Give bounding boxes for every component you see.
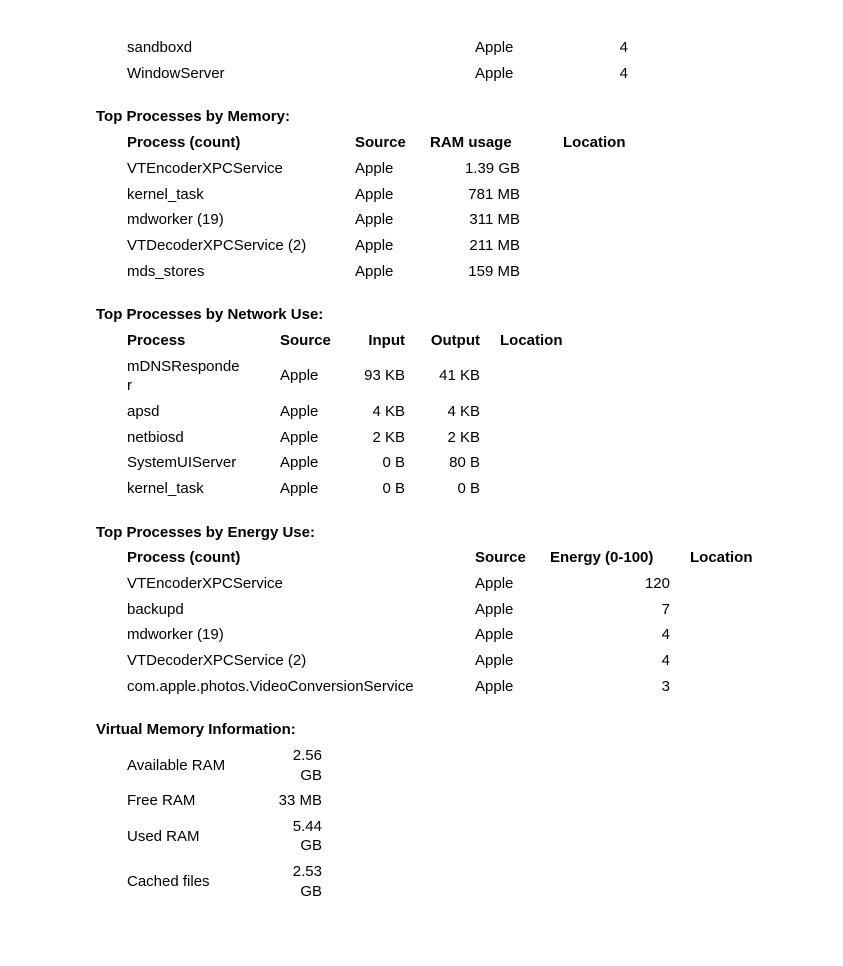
table-row (127, 571, 843, 597)
cell-source: Apple (475, 652, 514, 670)
cell-output: 4 KB (447, 402, 480, 420)
section-title-network: Top Processes by Network Use: (96, 306, 324, 324)
cell-label: Cached files (127, 872, 210, 890)
cell-process: sandboxd (127, 39, 193, 57)
cell-process: apsd (127, 402, 160, 420)
cell-source: Apple (280, 402, 319, 420)
column-header-output: Output (430, 331, 480, 349)
cell-location (480, 428, 843, 448)
cell-energy: 120 (644, 574, 670, 592)
cell-input: 93 KB (364, 367, 405, 385)
section-network (96, 302, 843, 501)
cell-source: Apple (280, 428, 319, 446)
cell-value: 4 (619, 39, 628, 57)
column-header-process: Process (count) (127, 134, 241, 152)
cell-location (675, 600, 843, 620)
cell-process: VTEncoderXPCService (127, 159, 283, 177)
table-row (127, 743, 843, 788)
column-header-source: Source (475, 549, 526, 567)
column-header-input: Input (368, 331, 405, 349)
cell-process: mdworker (19) (127, 626, 224, 644)
cell-input: 0 B (382, 479, 405, 497)
section-title-virtual-memory: Virtual Memory Information: (96, 721, 296, 739)
network-table (127, 328, 843, 502)
cell-location (675, 625, 843, 645)
column-header-source: Source (355, 134, 406, 152)
table-row (127, 399, 843, 425)
memory-table (127, 130, 843, 284)
section-virtual-memory (96, 717, 843, 904)
cell-location (675, 677, 843, 697)
cell-ram-usage: 1.39 GB (464, 159, 520, 177)
column-header-process: Process (count) (127, 549, 241, 567)
cell-source: Apple (280, 367, 319, 385)
table-row (127, 450, 843, 476)
cell-location (480, 453, 843, 473)
table-row (127, 476, 843, 502)
cell-process: mDNSResponder (127, 357, 240, 395)
cell-label: Free RAM (127, 792, 196, 810)
cell-location (563, 185, 843, 205)
energy-table-header-row (127, 545, 843, 571)
cell-process: VTDecoderXPCService (2) (127, 236, 307, 254)
table-row (127, 648, 843, 674)
cell-process: kernel_task (127, 185, 204, 203)
column-header-location: Location (690, 549, 753, 567)
cell-energy: 7 (661, 600, 670, 618)
cell-output: 41 KB (439, 367, 480, 385)
virtual-memory-table-body (127, 743, 843, 904)
network-table-body (127, 354, 843, 502)
cell-process: com.apple.photos.VideoConversionService (127, 677, 414, 695)
cell-process: kernel_task (127, 479, 204, 497)
table-row (127, 156, 843, 182)
cell-location (675, 574, 843, 594)
cell-ram-usage: 211 MB (469, 236, 520, 254)
cell-ram-usage: 159 MB (468, 262, 520, 280)
cell-source: Apple (355, 236, 394, 254)
cell-source: Apple (355, 159, 394, 177)
network-table-header-row (127, 328, 843, 354)
memory-table-body (127, 156, 843, 284)
cell-source: Apple (355, 262, 394, 280)
table-row (127, 61, 843, 87)
cell-energy: 4 (661, 626, 670, 644)
cell-process: VTEncoderXPCService (127, 574, 283, 592)
cell-process: VTDecoderXPCService (2) (127, 652, 307, 670)
table-row (127, 597, 843, 623)
cell-input: 2 KB (372, 428, 405, 446)
cell-source: Apple (475, 600, 514, 618)
table-row (127, 674, 843, 700)
cell-label: Available RAM (127, 756, 226, 774)
cell-input: 4 KB (372, 402, 405, 420)
cell-source: Apple (280, 479, 319, 497)
cell-ram-usage: 311 MB (469, 211, 520, 229)
cell-source: Apple (475, 39, 514, 57)
column-header-source: Source (280, 331, 331, 349)
cell-location (480, 366, 843, 386)
cell-value: 2.53 GB (292, 863, 322, 900)
partial-table-body (127, 35, 843, 86)
cell-process: backupd (127, 600, 184, 618)
column-header-process: Process (127, 331, 186, 349)
cell-energy: 3 (661, 677, 670, 695)
energy-table-body (127, 571, 843, 699)
cell-process: SystemUIServer (127, 454, 237, 472)
cell-value: 4 (619, 64, 628, 82)
cell-source: Apple (475, 677, 514, 695)
cell-value: 2.56 GB (292, 747, 322, 784)
column-header-energy: Energy (0-100) (550, 549, 654, 567)
cell-output: 0 B (457, 479, 480, 497)
virtual-memory-table (127, 743, 843, 904)
cell-source: Apple (355, 211, 394, 229)
cell-value: 33 MB (278, 792, 322, 810)
cell-source: Apple (280, 454, 319, 472)
cell-source: Apple (475, 626, 514, 644)
cell-output: 80 B (449, 454, 480, 472)
column-header-ram-usage: RAM usage (430, 134, 512, 152)
column-header-location: Location (563, 134, 626, 152)
cell-location (675, 651, 843, 671)
table-row (127, 354, 843, 399)
cell-process: netbiosd (127, 428, 184, 446)
section-memory (96, 104, 843, 284)
table-row (127, 35, 843, 61)
column-header-location: Location (500, 331, 563, 349)
cell-source: Apple (355, 185, 394, 203)
cell-source: Apple (475, 574, 514, 592)
table-row (127, 859, 843, 904)
cell-source: Apple (475, 64, 514, 82)
table-row (127, 424, 843, 450)
table-row (127, 233, 843, 259)
table-row (127, 814, 843, 859)
cell-energy: 4 (661, 652, 670, 670)
cell-location (480, 479, 843, 499)
cell-ram-usage: 781 MB (468, 185, 520, 203)
cell-process: WindowServer (127, 64, 225, 82)
cell-label: Used RAM (127, 827, 200, 845)
section-energy (96, 520, 843, 700)
cell-process: mdworker (19) (127, 211, 224, 229)
cell-location (563, 159, 843, 179)
cell-location (563, 262, 843, 282)
partial-table (127, 35, 843, 86)
section-title-energy: Top Processes by Energy Use: (96, 523, 315, 541)
table-row (127, 788, 843, 814)
memory-table-header-row (127, 130, 843, 156)
table-row (127, 207, 843, 233)
cell-input: 0 B (382, 454, 405, 472)
table-row (127, 259, 843, 285)
cell-location (563, 236, 843, 256)
energy-table (127, 545, 843, 699)
cell-location (480, 402, 843, 422)
table-row (127, 622, 843, 648)
cell-location (563, 210, 843, 230)
section-title-memory: Top Processes by Memory: (96, 108, 290, 126)
table-row (127, 181, 843, 207)
cell-output: 2 KB (447, 428, 480, 446)
cell-value: 5.44 GB (292, 817, 322, 855)
cell-process: mds_stores (127, 262, 205, 280)
